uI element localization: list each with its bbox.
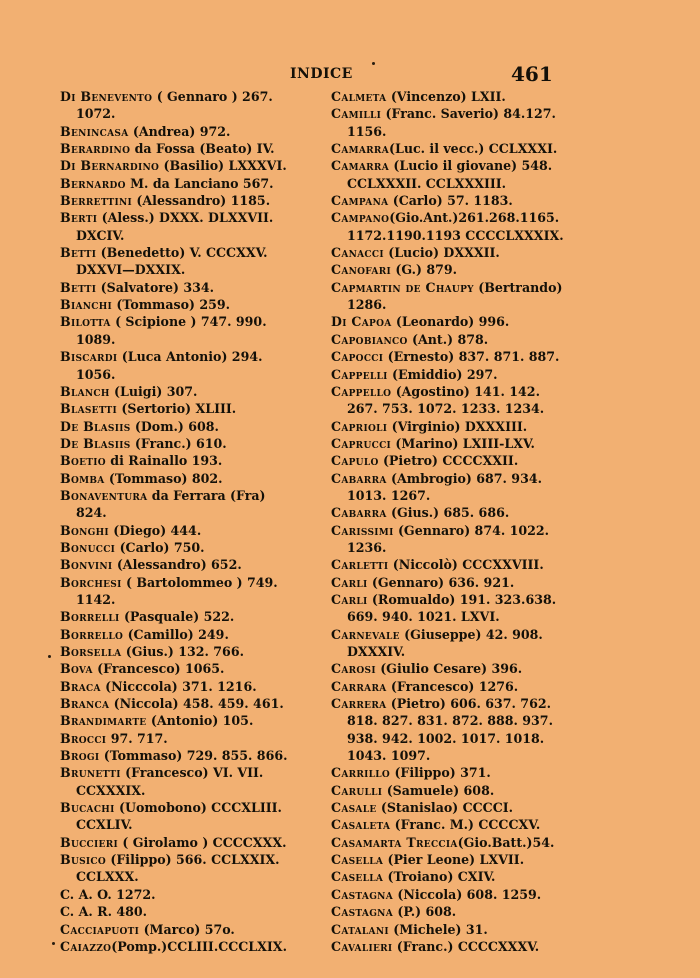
entry-name: Cabarra [331, 470, 387, 486]
index-entry [331, 834, 571, 851]
index-entry [331, 868, 571, 885]
index-entry [60, 886, 298, 903]
entry-references: (Francesco) 1276. [386, 678, 519, 694]
index-entry [331, 435, 571, 452]
entry-name: Casamarta Treccia [331, 834, 458, 850]
page-header [0, 62, 700, 86]
entry-references: (Alessandro) 652. [112, 557, 242, 573]
index-column-right [331, 88, 571, 955]
entry-references: (Lucio) DXXXII. [383, 245, 500, 261]
entry-name: Catalani [331, 921, 389, 937]
index-entry [331, 886, 571, 903]
index-entry [60, 157, 298, 174]
entry-name: Boetio [60, 453, 106, 469]
index-entry [331, 522, 571, 557]
entry-name: Carulli [331, 782, 383, 798]
entry-references: (Tommaso) 802. [104, 470, 223, 486]
entry-references: (Agostino) 141. 142. 267. 753. 1072. 1233. 1234. [347, 383, 545, 417]
entry-name: Camilli [331, 106, 382, 122]
entry-references: (Luigi) 307. [109, 383, 198, 399]
entry-references: (G.) 879. [391, 262, 458, 278]
index-entry [60, 539, 298, 556]
entry-references: (Stanislao) CCCCI. [376, 800, 513, 816]
entry-references: (Ant.) 878. [407, 331, 489, 347]
entry-name: Berardino [60, 141, 131, 157]
entry-references: da Fossa (Beato) IV. [130, 141, 275, 157]
entry-references: (Gius.) 132. 766. [121, 644, 244, 659]
paper-speck [48, 655, 51, 658]
entry-references: (Troiano) CXIV. [383, 869, 496, 885]
entry-references: (Diego) 444. [108, 522, 202, 538]
entry-name: Castagna [331, 886, 393, 902]
entry-name: Casella [331, 852, 384, 868]
index-entry [331, 418, 571, 435]
index-entry [60, 799, 298, 834]
entry-name: Brocci [60, 730, 107, 746]
entry-name: Bova [60, 661, 93, 677]
index-entry [60, 435, 298, 452]
entry-name: Carli [331, 591, 368, 607]
entry-references: ( Girolamo ) CCCCXXX. [117, 834, 287, 850]
entry-name: Bonaventura [60, 487, 148, 503]
entry-references: 97. 717. [106, 730, 168, 746]
index-entry [60, 574, 298, 609]
entry-references: (Gio.Batt.)54. [457, 834, 555, 850]
entry-name: Di Capoa [331, 314, 392, 330]
entry-references: (Franc. Saverio) 84.127. 1156. [347, 106, 556, 139]
entry-name: Capulo [331, 453, 379, 469]
entry-references: (Samuele) 608. [382, 782, 495, 798]
entry-name: Casale [331, 800, 377, 816]
entry-name: Biscardi [60, 349, 118, 365]
entry-name: Bucachi [60, 800, 115, 816]
index-entry [60, 626, 298, 643]
entry-name: Bilotta [60, 314, 111, 330]
index-entry [331, 695, 571, 764]
entry-references: (Franc. M.) CCCCXV. [390, 817, 541, 833]
entry-references: (Romualdo) 191. 323.638. 669. 940. 1021. LXVI. [347, 591, 557, 625]
running-title: INDICE [290, 66, 353, 82]
entry-references: (Pietro) CCCCXXII. [378, 453, 519, 469]
entry-references: (Benedetto) V. CCCXXV. DXXVI—DXXIX. [76, 245, 268, 278]
index-entry [60, 678, 298, 695]
index-entry [331, 574, 571, 591]
entry-name: Borrelli [60, 609, 120, 625]
index-entry [331, 678, 571, 695]
entry-references: (Giulio Cesare) 396. [375, 661, 523, 677]
index-entry [60, 400, 298, 417]
index-entry [60, 608, 298, 625]
entry-references: (Uomobono) CCCXLIII. CCXLIV. [76, 800, 282, 833]
page-number: 461 [511, 62, 553, 86]
entry-references: (Pomp.)CCLIII.CCCLXIX. [111, 938, 287, 954]
index-entry [60, 140, 298, 157]
entry-references: (Carlo) 57. 1183. [388, 193, 513, 209]
entry-references: (Franc.) 610. [130, 435, 227, 451]
index-entry [331, 452, 571, 469]
index-entry [331, 383, 571, 418]
index-entry [331, 764, 571, 781]
index-entry [60, 348, 298, 383]
entry-name: Braca [60, 678, 101, 694]
entry-name: Campana [331, 193, 389, 209]
index-entry [331, 556, 571, 573]
entry-references: (Carlo) 750. [115, 539, 205, 555]
index-entry [60, 695, 298, 712]
entry-name: Branca [60, 696, 110, 712]
index-entry [331, 782, 571, 799]
paper-speck [52, 942, 55, 945]
index-entry [331, 799, 571, 816]
entry-name: Buccieri [60, 834, 118, 850]
index-entry [60, 747, 298, 764]
entry-references: (Gio.Ant.)261.268.1165. 1172.1190.1193 CCCCLXXXIX. [347, 210, 564, 243]
entry-references: (Antonio) 105. [146, 713, 254, 729]
index-entry [331, 140, 571, 157]
entry-name: Camarra [331, 141, 389, 157]
index-entry [60, 452, 298, 469]
entry-name: Casaleta [331, 817, 391, 833]
entry-references: (Emiddio) 297. [387, 366, 498, 382]
entry-name: Brandimarte [60, 713, 147, 729]
index-entry [331, 331, 571, 348]
index-entry [331, 816, 571, 833]
entry-references: (Andrea) 972. [128, 123, 231, 139]
entry-name: Carosi [331, 661, 376, 677]
index-entry [60, 643, 298, 660]
index-entry [60, 851, 298, 886]
index-entry [60, 192, 298, 209]
index-entry [331, 105, 571, 140]
index-entry [331, 591, 571, 626]
entry-references: (Gennaro) 636. 921. [367, 574, 515, 590]
entry-name: Betti [60, 245, 97, 261]
paper-speck [372, 62, 375, 65]
entry-references: (Ernesto) 837. 871. 887. [383, 349, 560, 365]
entry-references: (Giuseppe) 42. 908. DXXXIV. [347, 626, 543, 659]
index-entry [331, 88, 571, 105]
index-entry [60, 279, 298, 296]
entry-name: Di Bernardino [60, 158, 160, 174]
index-entry [331, 470, 571, 505]
index-entry [331, 504, 571, 521]
entry-name: Carissimi [331, 522, 394, 538]
index-entry [60, 764, 298, 799]
entry-references: (Salvatore) 334. [96, 279, 215, 295]
index-entry [60, 244, 298, 279]
entry-name: Berti [60, 210, 98, 226]
entry-references: (Sertorio) XLIII. [117, 401, 237, 417]
index-entry [60, 834, 298, 851]
entry-name: Caprioli [331, 418, 388, 434]
entry-references: C. A. R. 480. [60, 904, 148, 920]
entry-references: (Niccola) 458. 459. 461. [109, 696, 284, 712]
entry-name: Bomba [60, 470, 105, 486]
entry-references: (Bertrando) 1286. [347, 279, 563, 313]
entry-references: da Ferrara (Fra) 824. [76, 487, 266, 521]
entry-references: (Pasquale) 522. [119, 609, 235, 625]
entry-references: M. da Lanciano 567. [125, 175, 274, 191]
entry-name: Capmartin de Chaupy [331, 279, 474, 295]
index-entry [331, 209, 571, 244]
entry-references: (Pier Leone) LXVII. [383, 852, 525, 868]
entry-name: Blasetti [60, 401, 117, 417]
entry-name: Carrillo [331, 765, 391, 781]
entry-name: Carletti [331, 557, 389, 573]
entry-name: Bonghi [60, 522, 109, 538]
entry-references: (P.) 608. [393, 904, 457, 920]
index-entry [60, 313, 298, 348]
index-entry [60, 88, 298, 123]
entry-name: Borsella [60, 644, 122, 659]
entry-name: Berrettini [60, 193, 133, 209]
entry-name: Cavalieri [331, 938, 393, 954]
entry-references: (Marino) LXIII-LXV. [391, 435, 535, 451]
entry-references: ( Scipione ) 747. 990. 1089. [76, 314, 267, 347]
entry-name: Busico [60, 852, 107, 868]
entry-references: (Filippo) 371. [390, 765, 491, 781]
entry-name: Capobianco [331, 331, 408, 347]
entry-name: Campano [331, 210, 390, 226]
entry-name: Blanch [60, 383, 110, 399]
index-entry [60, 470, 298, 487]
entry-name: Brogi [60, 748, 100, 764]
entry-name: Bonucci [60, 539, 116, 555]
entry-name: Bonvini [60, 557, 113, 573]
index-entry [60, 383, 298, 400]
index-entry [60, 903, 298, 920]
entry-references: (Luca Antonio) 294. 1056. [76, 349, 263, 382]
entry-references: ( Bartolommeo ) 749. 1142. [76, 574, 278, 607]
index-entry [331, 157, 571, 192]
index-entry [60, 209, 298, 244]
entry-references: (Virginio) DXXXIII. [387, 418, 528, 434]
entry-references: (Francesco) VI. VII. CCXXXIX. [76, 765, 264, 798]
entry-references: (Gius.) 685. 686. [386, 505, 510, 521]
index-column-left [60, 88, 298, 955]
entry-name: Borchesi [60, 574, 122, 590]
index-entry [331, 313, 571, 330]
entry-name: De Blasiis [60, 418, 131, 434]
entry-name: Benincasa [60, 123, 129, 139]
entry-references: (Pietro) 606. 637. 762. 818. 827. 831. 872. 888. 937. 938. 942. 1002. 1017. 1018. 1043. 1097. [347, 696, 553, 764]
index-entry [60, 660, 298, 677]
entry-references: (Francesco) 1065. [92, 661, 225, 677]
entry-references: (Tommaso) 259. [112, 297, 231, 313]
entry-name: Casella [331, 869, 384, 885]
entry-name: Brunetti [60, 765, 121, 781]
entry-name: Carnevale [331, 626, 400, 642]
index-entry [331, 348, 571, 365]
entry-name: Cabarra [331, 505, 387, 521]
entry-name: Carrera [331, 696, 387, 712]
index-entry [60, 522, 298, 539]
index-entry [331, 626, 571, 661]
entry-name: Betti [60, 279, 97, 295]
entry-name: Capocci [331, 349, 384, 365]
entry-name: Cappello [331, 383, 392, 399]
entry-references: (Leonardo) 996. [391, 314, 510, 330]
entry-name: Canacci [331, 245, 384, 261]
index-entry [60, 418, 298, 435]
entry-references: (Lucio il giovane) 548. CCLXXXII. CCLXXXIII. [347, 158, 553, 191]
entry-references: (Vincenzo) LXII. [386, 89, 506, 104]
entry-name: Calmeta [331, 89, 387, 104]
entry-name: Caprucci [331, 435, 392, 451]
entry-name: Cappelli [331, 366, 388, 382]
entry-references: (Niccola) 608. 1259. [393, 886, 542, 902]
entry-name: Castagna [331, 904, 393, 920]
entry-references: (Michele) 31. [388, 921, 488, 937]
index-entry [60, 938, 298, 955]
entry-name: Caiazzo [60, 938, 112, 954]
entry-name: Bernardo [60, 175, 126, 191]
entry-references: (Alessandro) 1185. [132, 193, 271, 209]
entry-references: (Franc.) CCCCXXXV. [392, 938, 540, 954]
entry-name: Bianchi [60, 297, 113, 313]
entry-references: (Basilio) LXXXVI. [159, 158, 287, 174]
index-entry [331, 192, 571, 209]
index-entry [331, 660, 571, 677]
index-entry [331, 244, 571, 261]
entry-name: Cacciapuoti [60, 921, 140, 937]
entry-references: di Rainallo 193. [105, 453, 223, 469]
index-entry [60, 712, 298, 729]
entry-references: (Gennaro) 874. 1022. 1236. [347, 522, 550, 555]
entry-name: De Blasiis [60, 435, 131, 451]
entry-name: Borrello [60, 626, 124, 642]
entry-references: (Camillo) 249. [123, 626, 229, 642]
entry-references: ( Gennaro ) 267. 1072. [76, 89, 273, 122]
index-entry [60, 556, 298, 573]
index-entry [60, 175, 298, 192]
entry-name: Canofari [331, 262, 392, 278]
entry-name: Camarra [331, 158, 389, 174]
index-entry [60, 296, 298, 313]
index-entry [331, 921, 571, 938]
entry-references: (Niccolò) CCCXXVIII. [388, 557, 544, 573]
index-entry [60, 730, 298, 747]
index-entry [331, 279, 571, 314]
index-entry [331, 903, 571, 920]
entry-references: (Luc. il vecc.) CCLXXXI. [389, 141, 558, 157]
index-entry [60, 921, 298, 938]
entry-references: (Aless.) DXXX. DLXXVII. DXCIV. [76, 210, 274, 243]
entry-references: (Tommaso) 729. 855. 866. [99, 748, 288, 764]
index-entry [60, 123, 298, 140]
entry-references: (Marco) 57o. [139, 921, 235, 937]
entry-references: (Nicccola) 371. 1216. [100, 678, 257, 694]
entry-references: (Filippo) 566. CCLXXIX. CCLXXX. [76, 852, 280, 885]
index-entry [331, 261, 571, 278]
entry-name: Di Benevento [60, 89, 153, 104]
entry-references: (Dom.) 608. [130, 418, 219, 434]
index-entry [331, 938, 571, 955]
entry-name: Carrara [331, 678, 387, 694]
index-entry [60, 487, 298, 522]
entry-name: Carli [331, 574, 368, 590]
index-entry [331, 366, 571, 383]
entry-references: (Ambrogio) 687. 934. 1013. 1267. [347, 470, 542, 503]
index-entry [331, 851, 571, 868]
entry-references: C. A. O. 1272. [60, 886, 156, 902]
